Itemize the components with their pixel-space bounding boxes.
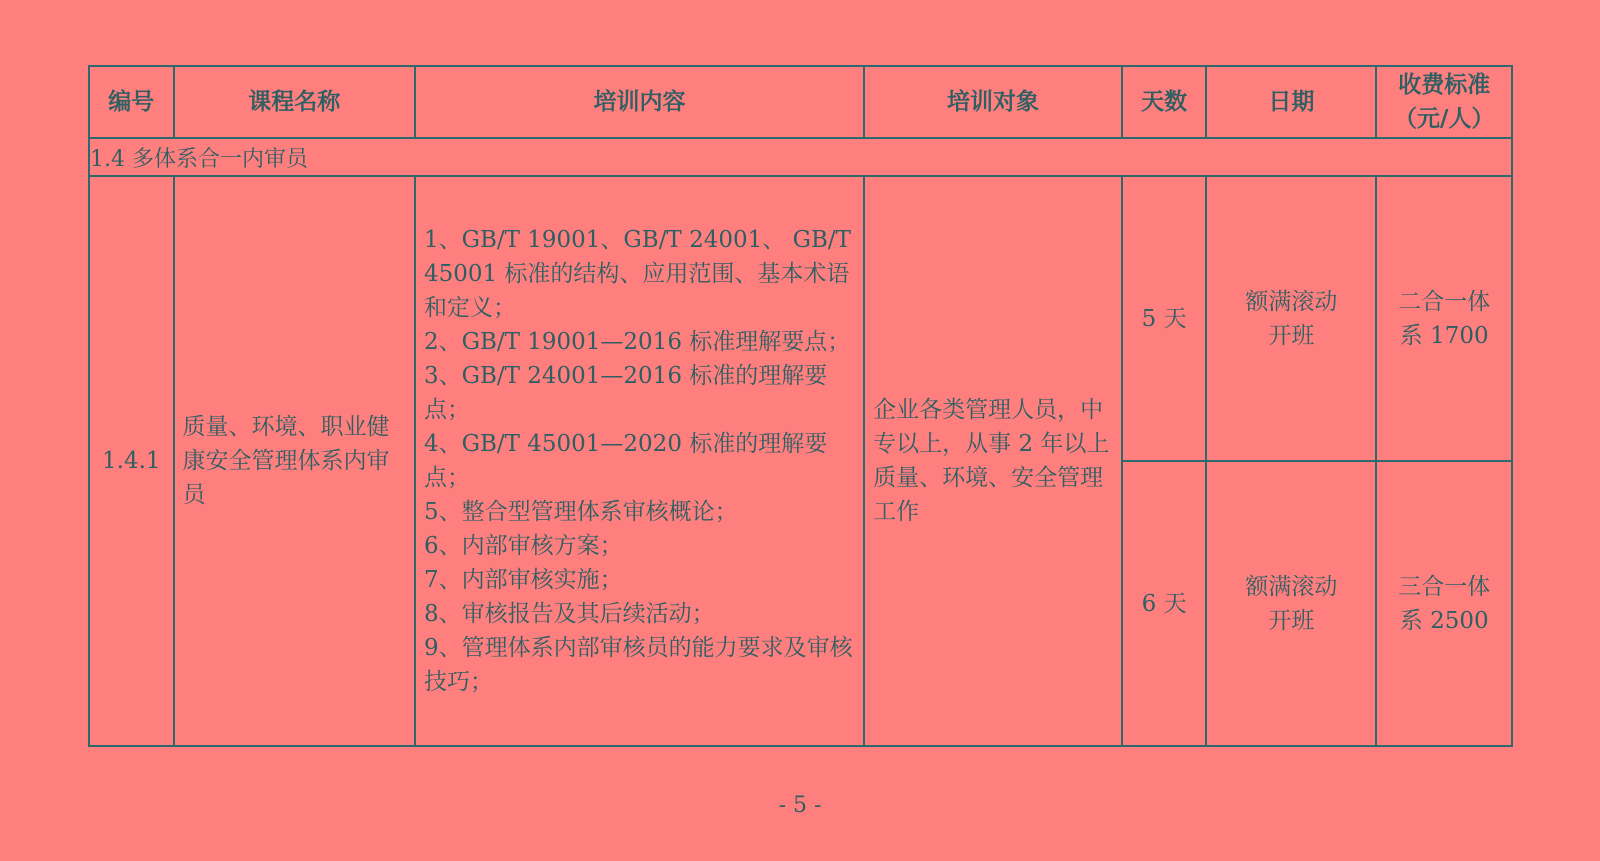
table-row xyxy=(89,176,1512,461)
section-title: 1.4 多体系合一内审员 xyxy=(89,138,1512,176)
page-number: - 5 - xyxy=(778,793,822,818)
header-content: 培训内容 xyxy=(415,66,864,138)
fee-option-1 xyxy=(1376,176,1512,461)
days-option-2: 6 天 xyxy=(1122,461,1207,746)
date-option-1-text: 额满滚动开班 xyxy=(1245,288,1338,349)
header-course-name: 课程名称 xyxy=(174,66,415,138)
header-days: 天数 xyxy=(1122,66,1207,138)
date-option-2 xyxy=(1206,461,1376,746)
table-header-row xyxy=(89,66,1512,138)
section-row xyxy=(89,138,1512,176)
course-table xyxy=(88,65,1513,747)
header-target: 培训对象 xyxy=(864,66,1122,138)
fee-option-1-text: 二合一体系 1700 xyxy=(1398,288,1491,349)
header-date: 日期 xyxy=(1206,66,1376,138)
course-name: 质量、环境、职业健康安全管理体系内审员 xyxy=(174,176,415,746)
date-option-2-text: 额满滚动开班 xyxy=(1245,573,1338,634)
fee-option-2-text: 三合一体系 2500 xyxy=(1398,573,1491,634)
training-content: 1、GB/T 19001、GB/T 24001、 GB/T 45001 标准的结构、应用范围、基本术语和定义； 2、GB/T 19001—2016 标准理解要点； 3、GB/T 24001—2016 标准的理解要点； 4、GB/T 45001—2020 标准的理解要点； 5、整合型管理体系审核概论； 6、内部审核方案； 7、内部审核实施； 8、审核报告及其后续活动； 9、管理体系内部审核员的能力要求及审核技巧； xyxy=(415,176,864,746)
header-fee: 收费标准 （元/人） xyxy=(1376,66,1512,138)
course-code: 1.4.1 xyxy=(89,176,174,746)
fee-option-2 xyxy=(1376,461,1512,746)
header-code: 编号 xyxy=(89,66,174,138)
date-option-1 xyxy=(1206,176,1376,461)
training-target: 企业各类管理人员，中专以上，从事 2 年以上质量、环境、安全管理工作 xyxy=(864,176,1122,746)
days-option-1: 5 天 xyxy=(1122,176,1207,461)
